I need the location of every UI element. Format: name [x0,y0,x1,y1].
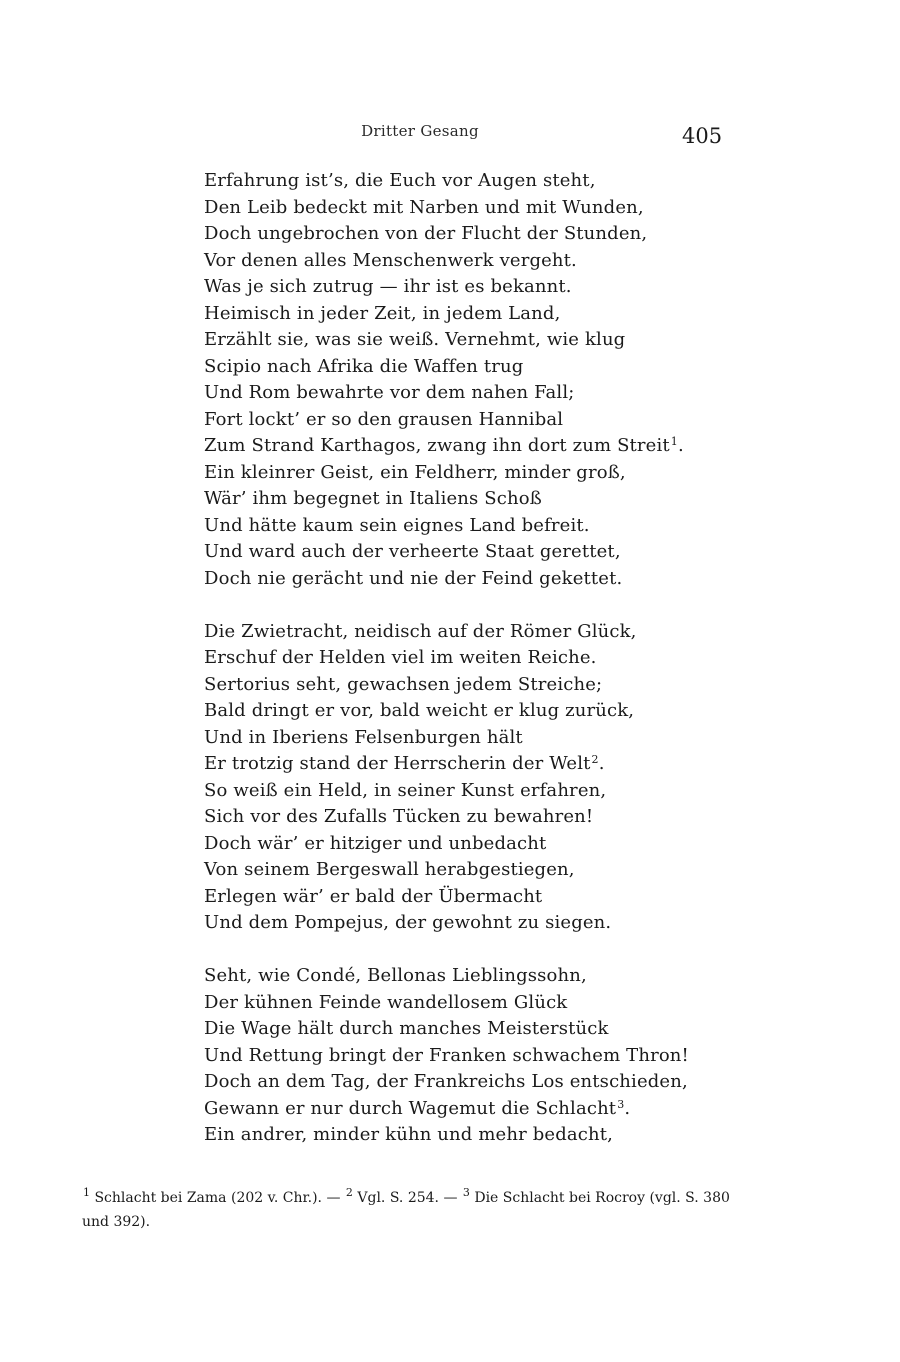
verse-text: Bald dringt er vor, bald weicht er klug zurück, [204,700,635,721]
verse-line [204,354,764,381]
footnote-reference: 1 [670,435,678,448]
verse-line [204,1016,764,1043]
verse-text: Sertorius seht, gewachsen jedem Streiche; [204,673,603,695]
verse-line [204,1122,764,1149]
footnote-marker: 2 [345,1186,353,1199]
verse-text: Fort lockt’ er so den grausen Hannibal [204,408,564,430]
running-head: Dritter Gesang [361,122,479,140]
verse-text: Er trotzig stand der Herrscherin der Welt [204,753,591,774]
verse-text: Wär’ ihm begegnet in Italiens Schoß [204,488,542,509]
footnote-marker: 3 [462,1186,470,1199]
verse-text: Vor denen alles Menschenwerk vergeht. [204,249,577,271]
footnotes [82,1186,742,1234]
verse-line [204,963,764,990]
footnote-text: Die Schlacht bei Rocroy (vgl. S. 380 und 392). [82,1190,730,1230]
verse-line [204,1069,764,1096]
verse-line [204,168,764,195]
verse-text: Und ward auch der verheerte Staat gerettet, [204,541,621,562]
poem [204,168,764,1149]
footnote-separator: — [443,1190,458,1206]
verse-text: Erlegen wär’ er bald der Übermacht [204,885,543,907]
verse-line [204,486,764,513]
verse-line [204,884,764,911]
verse-line [204,380,764,407]
verse-text: Doch an dem Tag, der Frankreichs Los entschieden, [204,1071,688,1092]
verse-line [204,804,764,831]
verse-text: Und in Iberiens Felsenburgen hält [204,726,523,748]
verse-line [204,619,764,646]
verse-line [204,725,764,752]
verse-line [204,566,764,593]
verse-line [204,910,764,937]
verse-text: Heimisch in jeder Zeit, in jedem Land, [204,302,561,324]
verse-text: Sich vor des Zufalls Tücken zu bewahren! [204,806,594,827]
verse-line [204,990,764,1017]
verse-text: Und hätte kaum sein eignes Land befreit. [204,514,590,536]
verse-text: Und Rom bewahrte vor dem nahen Fall; [204,382,575,403]
footnote-2 [345,1186,439,1206]
verse-line [204,645,764,672]
verse-line [204,195,764,222]
verse-text: Der kühnen Feinde wandellosem Glück [204,991,568,1013]
verse-line [204,221,764,248]
stanza [204,963,764,1149]
verse-line [204,1043,764,1070]
verse-punctuation: . [598,753,605,774]
verse-line [204,831,764,858]
footnote-separator: — [326,1190,341,1206]
footnote-1 [82,1186,323,1206]
verse-line [204,327,764,354]
verse-text: Gewann er nur durch Wagemut die Schlacht [204,1097,617,1119]
verse-text: Doch ungebrochen von der Flucht der Stunden, [204,223,648,244]
footnote-text: Vgl. S. 254. [357,1190,439,1206]
footnote-reference: 3 [617,1097,625,1111]
verse-line [204,460,764,487]
verse-line [204,698,764,725]
verse-text: Ein andrer, minder kühn und mehr bedacht, [204,1124,613,1145]
verse-text: Die Zwietracht, neidisch auf der Römer Glück, [204,620,637,642]
verse-text: Und Rettung bringt der Franken schwachem Thron! [204,1044,689,1066]
verse-text: Doch nie gerächt und nie der Feind gekettet. [204,567,623,589]
verse-text: Erfahrung ist’s, die Euch vor Augen steht, [204,170,596,191]
verse-line [204,407,764,434]
footnote-reference: 2 [591,753,599,766]
verse-line [204,248,764,275]
verse-punctuation: . [624,1097,631,1119]
verse-text: Und dem Pompejus, der gewohnt zu siegen. [204,912,612,933]
footnote-text: Schlacht bei Zama (202 v. Chr.). [94,1190,323,1206]
verse-line [204,301,764,328]
verse-punctuation: . [677,435,684,456]
verse-text: Die Wage hält durch manches Meisterstück [204,1018,609,1039]
verse-text: Was je sich zutrug — ihr ist es bekannt. [204,276,572,297]
verse-text: Von seinem Bergeswall herabgestiegen, [204,859,575,880]
verse-text: Doch wär’ er hitziger und unbedacht [204,832,547,854]
stanza [204,619,764,937]
verse-text: Zum Strand Karthagos, zwang ihn dort zum Streit [204,435,670,456]
verse-line [204,274,764,301]
verse-text: Scipio nach Afrika die Waffen trug [204,355,524,377]
verse-line [204,778,764,805]
verse-text: Seht, wie Condé, Bellonas Lieblingssohn, [204,965,587,986]
verse-text: Erzählt sie, was sie weiß. Vernehmt, wie klug [204,329,626,350]
verse-line [204,857,764,884]
verse-line [204,539,764,566]
verse-text: Ein kleinrer Geist, ein Feldherr, minder groß, [204,461,626,483]
page-number: 405 [682,124,723,148]
verse-line [204,513,764,540]
verse-line [204,672,764,699]
verse-text: Den Leib bedeckt mit Narben und mit Wunden, [204,196,644,218]
verse-line [204,751,764,778]
footnote-marker: 1 [83,1186,90,1199]
stanza [204,168,764,592]
verse-text: Erschuf der Helden viel im weiten Reiche. [204,647,597,668]
verse-line [204,433,764,460]
verse-line [204,1096,764,1123]
verse-text: So weiß ein Held, in seiner Kunst erfahren, [204,779,607,801]
